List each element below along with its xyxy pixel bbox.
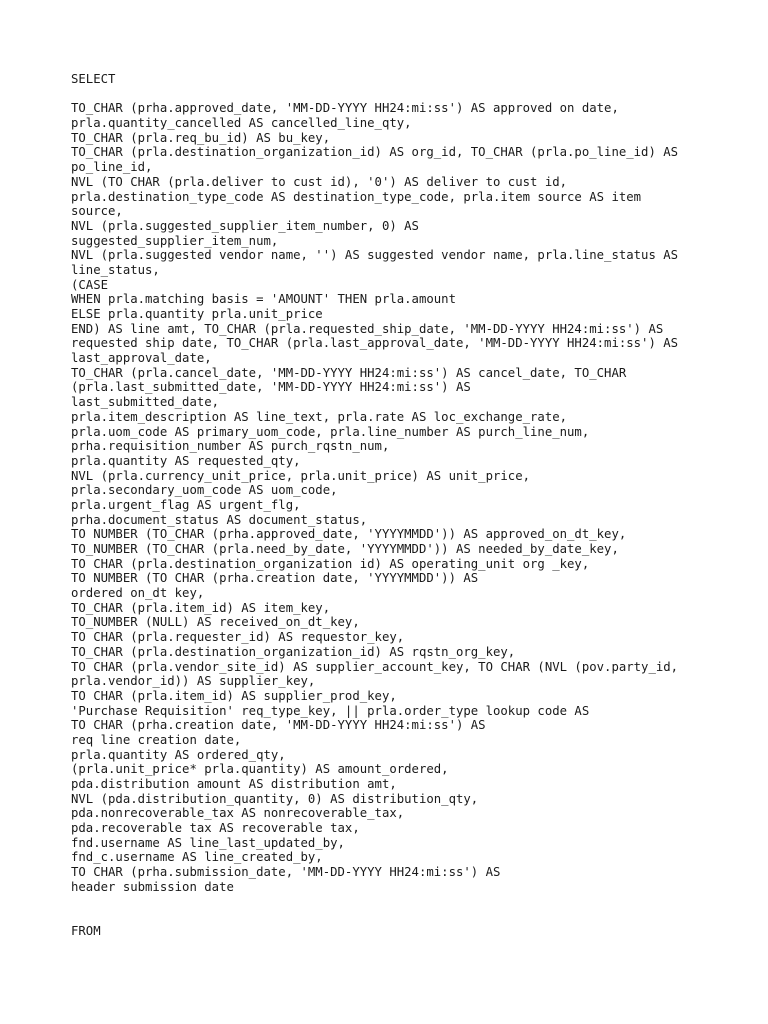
sql-line: NVL (TO CHAR (prla.deliver to cust id), '0') AS deliver to cust id, — [71, 174, 568, 189]
sql-line: TO CHAR (prha.creation date, 'MM-DD-YYYY HH24:mi:ss') AS — [71, 718, 486, 733]
sql-line: TO NUMBER (TO_CHAR (prha.approved_date, 'YYYYMMDD')) AS approved_on_dt_key, — [71, 527, 627, 542]
select-keyword: SELECT — [71, 72, 116, 86]
sql-line: prha.requisition_number AS purch_rqstn_num, — [71, 439, 390, 454]
sql-line: TO_CHAR (prha.approved_date, 'MM-DD-YYYY HH24:mi:ss') AS approved on date, — [71, 101, 619, 116]
sql-line: TO_CHAR (prla.cancel_date, 'MM-DD-YYYY HH24:mi:ss') AS cancel_date, TO_CHAR — [71, 365, 627, 380]
sql-line: prla.quantity AS ordered_qty, — [71, 747, 286, 762]
blank-line — [71, 87, 731, 102]
sql-line: TO CHAR (prha.submission_date, 'MM-DD-YYYY HH24:mi:ss') AS — [71, 865, 501, 880]
sql-line: last_approval_date, — [71, 351, 212, 366]
sql-line: pda.recoverable tax AS recoverable tax, — [71, 821, 360, 836]
sql-line: prla.destination_type_code AS destination_type_code, prla.item source AS item — [71, 189, 642, 204]
sql-document — [71, 72, 731, 939]
sql-line: requested ship date, TO_CHAR (prla.last_approval_date, 'MM-DD-YYYY HH24:mi:ss') AS — [71, 336, 679, 351]
sql-line: 'Purchase Requisition' req_type_key, || prla.order_type lookup code AS — [71, 703, 590, 718]
sql-line: TO CHAR (prla.requester_id) AS requestor_key, — [71, 630, 405, 645]
blank-lines — [71, 895, 731, 924]
sql-line: header submission date — [71, 879, 234, 894]
sql-line: req line creation date, — [71, 732, 242, 747]
sql-line: prla.vendor_id)) AS supplier_key, — [71, 674, 316, 689]
sql-line: ordered on_dt key, — [71, 586, 205, 601]
sql-line: pda.nonrecoverable_tax AS nonrecoverable_tax, — [71, 806, 405, 821]
sql-line: WHEN prla.matching basis = 'AMOUNT' THEN prla.amount — [71, 292, 456, 307]
sql-line: last_submitted_date, — [71, 395, 220, 410]
sql-line: prla.secondary_uom_code AS uom_code, — [71, 483, 338, 498]
sql-line: prla.quantity AS requested_qty, — [71, 453, 301, 468]
sql-line: ELSE prla.quantity prla.unit_price — [71, 307, 323, 321]
sql-line: po_line_id, — [71, 160, 153, 175]
select-column-list — [71, 101, 731, 894]
sql-line: fnd_c.username AS line_created_by, — [71, 850, 323, 865]
sql-line: NVL (pda.distribution_quantity, 0) AS distribution_qty, — [71, 791, 479, 806]
sql-line: TO_CHAR (prla.destination_organization_id) AS org_id, TO_CHAR (prla.po_line_id) AS — [71, 145, 679, 160]
sql-line: source, — [71, 204, 123, 219]
sql-line: NVL (prla.currency_unit_price, prla.unit_price) AS unit_price, — [71, 468, 531, 483]
sql-line: suggested_supplier_item_num, — [71, 233, 279, 248]
sql-line: fnd.username AS line_last_updated_by, — [71, 835, 345, 850]
sql-line: TO NUMBER (TO CHAR (prha.creation date, 'YYYYMMDD')) AS — [71, 571, 479, 586]
sql-line: TO CHAR (prla.item_id) AS supplier_prod_key, — [71, 688, 397, 703]
sql-line: prla.uom_code AS primary_uom_code, prla.line_number AS purch_line_num, — [71, 424, 590, 439]
sql-line: line_status, — [71, 262, 160, 277]
sql-line: TO_CHAR (prla.destination_organization_id) AS rqstn_org_key, — [71, 644, 516, 659]
sql-line: prla.urgent_flag AS urgent_flg, — [71, 497, 301, 512]
from-keyword: FROM — [71, 923, 101, 938]
sql-line: (CASE — [71, 277, 109, 292]
sql-line: prla.quantity_cancelled AS cancelled_line_qty, — [71, 116, 412, 131]
sql-line: END) AS line amt, TO_CHAR (prla.requested_ship_date, 'MM-DD-YYYY HH24:mi:ss') AS — [71, 321, 664, 336]
sql-line: prha.document_status AS document_status, — [71, 512, 368, 527]
sql-line: TO_NUMBER (TO_CHAR (prla.need_by_date, 'YYYYMMDD')) AS needed_by_date_key, — [71, 542, 619, 556]
sql-line: (prla.unit_price* prla.quantity) AS amount_ordered, — [71, 762, 449, 777]
sql-line: TO_CHAR (prla.item_id) AS item_key, — [71, 600, 331, 615]
sql-line: TO_NUMBER (NULL) AS received_on_dt_key, — [71, 615, 360, 630]
sql-line: pda.distribution amount AS distribution amt, — [71, 777, 397, 791]
sql-line: TO CHAR (prla.destination_organization id) AS operating_unit org _key, — [71, 556, 590, 571]
sql-line: (prla.last_submitted_date, 'MM-DD-YYYY HH24:mi:ss') AS — [71, 380, 471, 395]
sql-line: NVL (prla.suggested_supplier_item_number, 0) AS — [71, 218, 419, 233]
sql-line: prla.item_description AS line_text, prla.rate AS loc_exchange_rate, — [71, 409, 568, 424]
sql-line: TO CHAR (prla.vendor_site_id) AS supplier_account_key, TO CHAR (NVL (pov.party_id, — [71, 659, 679, 674]
sql-line: NVL (prla.suggested vendor name, '') AS suggested vendor name, prla.line_status AS — [71, 248, 679, 263]
sql-line: TO_CHAR (prla.req_bu_id) AS bu_key, — [71, 130, 331, 145]
